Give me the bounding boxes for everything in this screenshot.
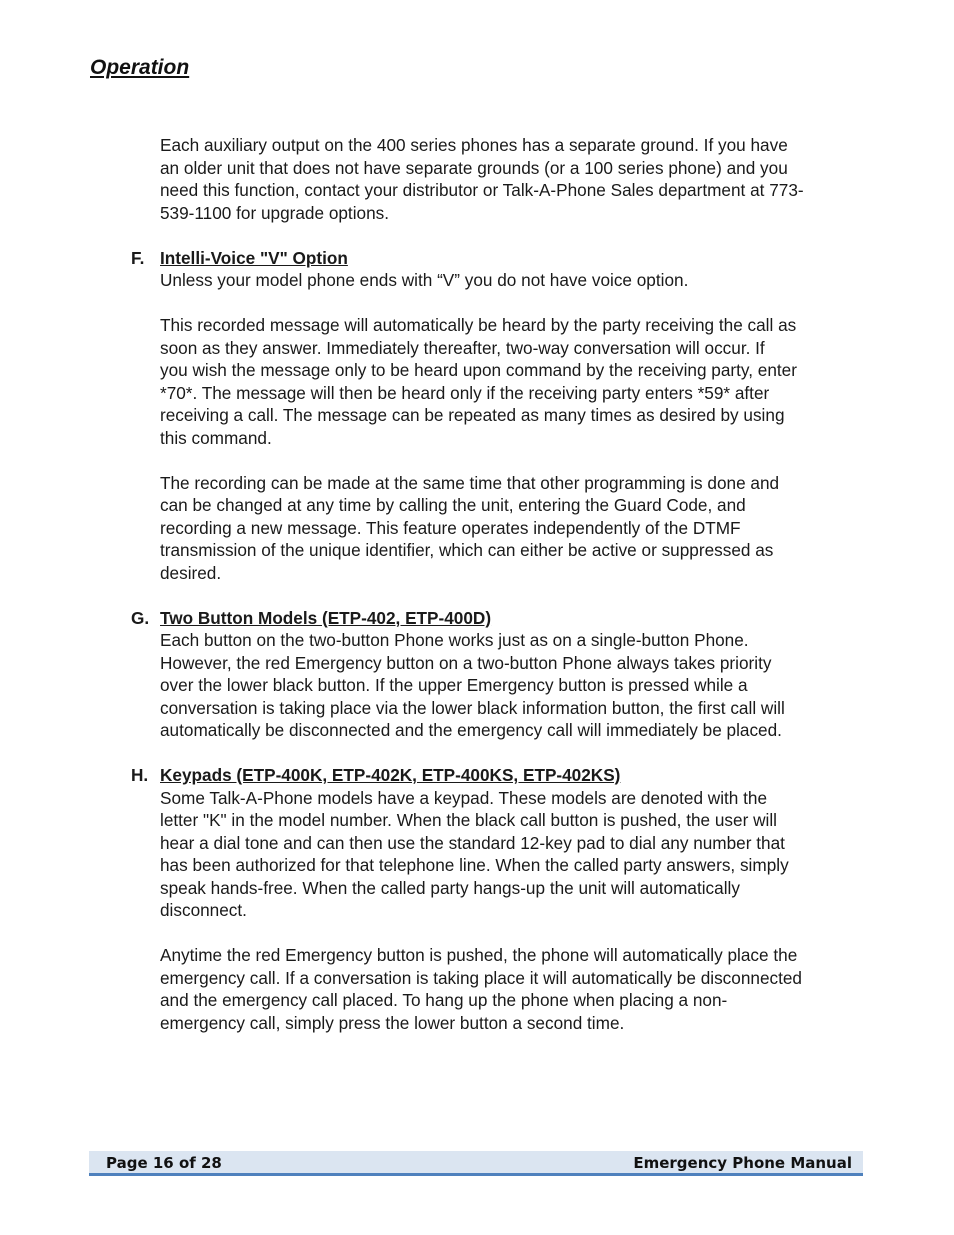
text-line: This recorded message will automatically be heard by the party receiving the call as: [160, 315, 797, 335]
text-line: Anytime the red Emergency button is pushed, the phone will automatically place the: [160, 945, 798, 965]
text-line: 539-1100 for upgrade options.: [160, 202, 390, 223]
paragraph: [160, 472, 870, 585]
text-line: Each auxiliary output on the 400 series phones has a separate ground. If you have: [160, 135, 788, 155]
text-line: emergency call. If a conversation is taking place it will automatically be disconnected: [160, 967, 802, 988]
text-line: Each button on the two-button Phone works just as on a single-button Phone.: [160, 630, 749, 650]
text-line: this command.: [160, 427, 272, 448]
text-line: desired.: [160, 562, 222, 583]
section-keypads: [131, 764, 870, 1034]
section-heading: Two Button Models (ETP-402, ETP-400D): [160, 607, 492, 628]
text-line: letter "K" in the model number. When the black call button is pushed, the user will: [160, 810, 777, 830]
text-line: need this function, contact your distributor or Talk-A-Phone Sales department at 773-: [160, 180, 804, 200]
text-line: The recording can be made at the same time that other programming is done and: [160, 472, 780, 493]
section-heading: Intelli-Voice "V" Option: [160, 247, 348, 268]
text-line: Unless your model phone ends with “V” you do not have voice option.: [160, 270, 689, 290]
text-line: emergency call, simply press the lower button a second time.: [160, 1012, 625, 1033]
page-footer: [89, 1151, 863, 1176]
text-line: Some Talk-A-Phone models have a keypad. These models are denoted with the: [160, 787, 768, 808]
section-letter: H.: [131, 765, 149, 785]
section-heading: Keypads (ETP-400K, ETP-402K, ETP-400KS, ETP-402KS): [160, 765, 621, 785]
text-line: can be changed at any time by calling the unit, entering the Guard Code, and: [160, 495, 746, 515]
text-line: you wish the message only to be heard upon command by the receiving party, enter: [160, 360, 797, 380]
paragraph: [160, 944, 870, 1034]
paragraph: [160, 314, 870, 449]
text-line: However, the red Emergency button on a two-button Phone always takes priority: [160, 652, 772, 673]
intro-paragraph: [160, 134, 870, 224]
text-line: an older unit that does not have separate grounds (or a 100 series phone) and you: [160, 157, 788, 178]
text-line: over the lower black button. If the upper Emergency button is pressed while a: [160, 675, 748, 695]
text-line: automatically be disconnected and the emergency call will immediately be placed.: [160, 720, 782, 740]
text-line: soon as they answer. Immediately thereafter, two-way conversation will occur. If: [160, 337, 765, 358]
text-line: and the emergency call placed. To hang up the phone when placing a non-: [160, 990, 728, 1010]
paragraph: [160, 629, 870, 742]
section-intelli-voice: [131, 247, 870, 585]
text-line: *70*. The message will then be heard only if the receiving party enters *59* after: [160, 382, 770, 403]
page-number: Page 16 of 28: [106, 1154, 222, 1172]
page-title: Operation: [90, 56, 190, 79]
text-line: transmission of the unique identifier, which can either be active or suppressed as: [160, 540, 774, 560]
paragraph: [160, 269, 870, 292]
section-two-button-models: [131, 607, 870, 742]
text-line: speak hands-free. When the called party hangs-up the unit will automatically: [160, 877, 740, 898]
text-line: hear a dial tone and can then use the standard 12-key pad to dial any number that: [160, 832, 785, 853]
text-line: has been authorized for that telephone line. When the called party answers, simply: [160, 855, 789, 875]
manual-title: Emergency Phone Manual: [633, 1154, 852, 1172]
section-letter: G.: [131, 607, 150, 628]
text-line: conversation is taking place via the lower black information button, the first call will: [160, 697, 785, 718]
text-line: receiving a call. The message can be repeated as many times as desired by using: [160, 405, 785, 425]
text-line: recording a new message. This feature operates independently of the DTMF: [160, 517, 741, 538]
section-letter: F.: [131, 247, 145, 268]
text-line: disconnect.: [160, 900, 247, 920]
document-body: [131, 134, 870, 1034]
paragraph: [160, 787, 870, 922]
